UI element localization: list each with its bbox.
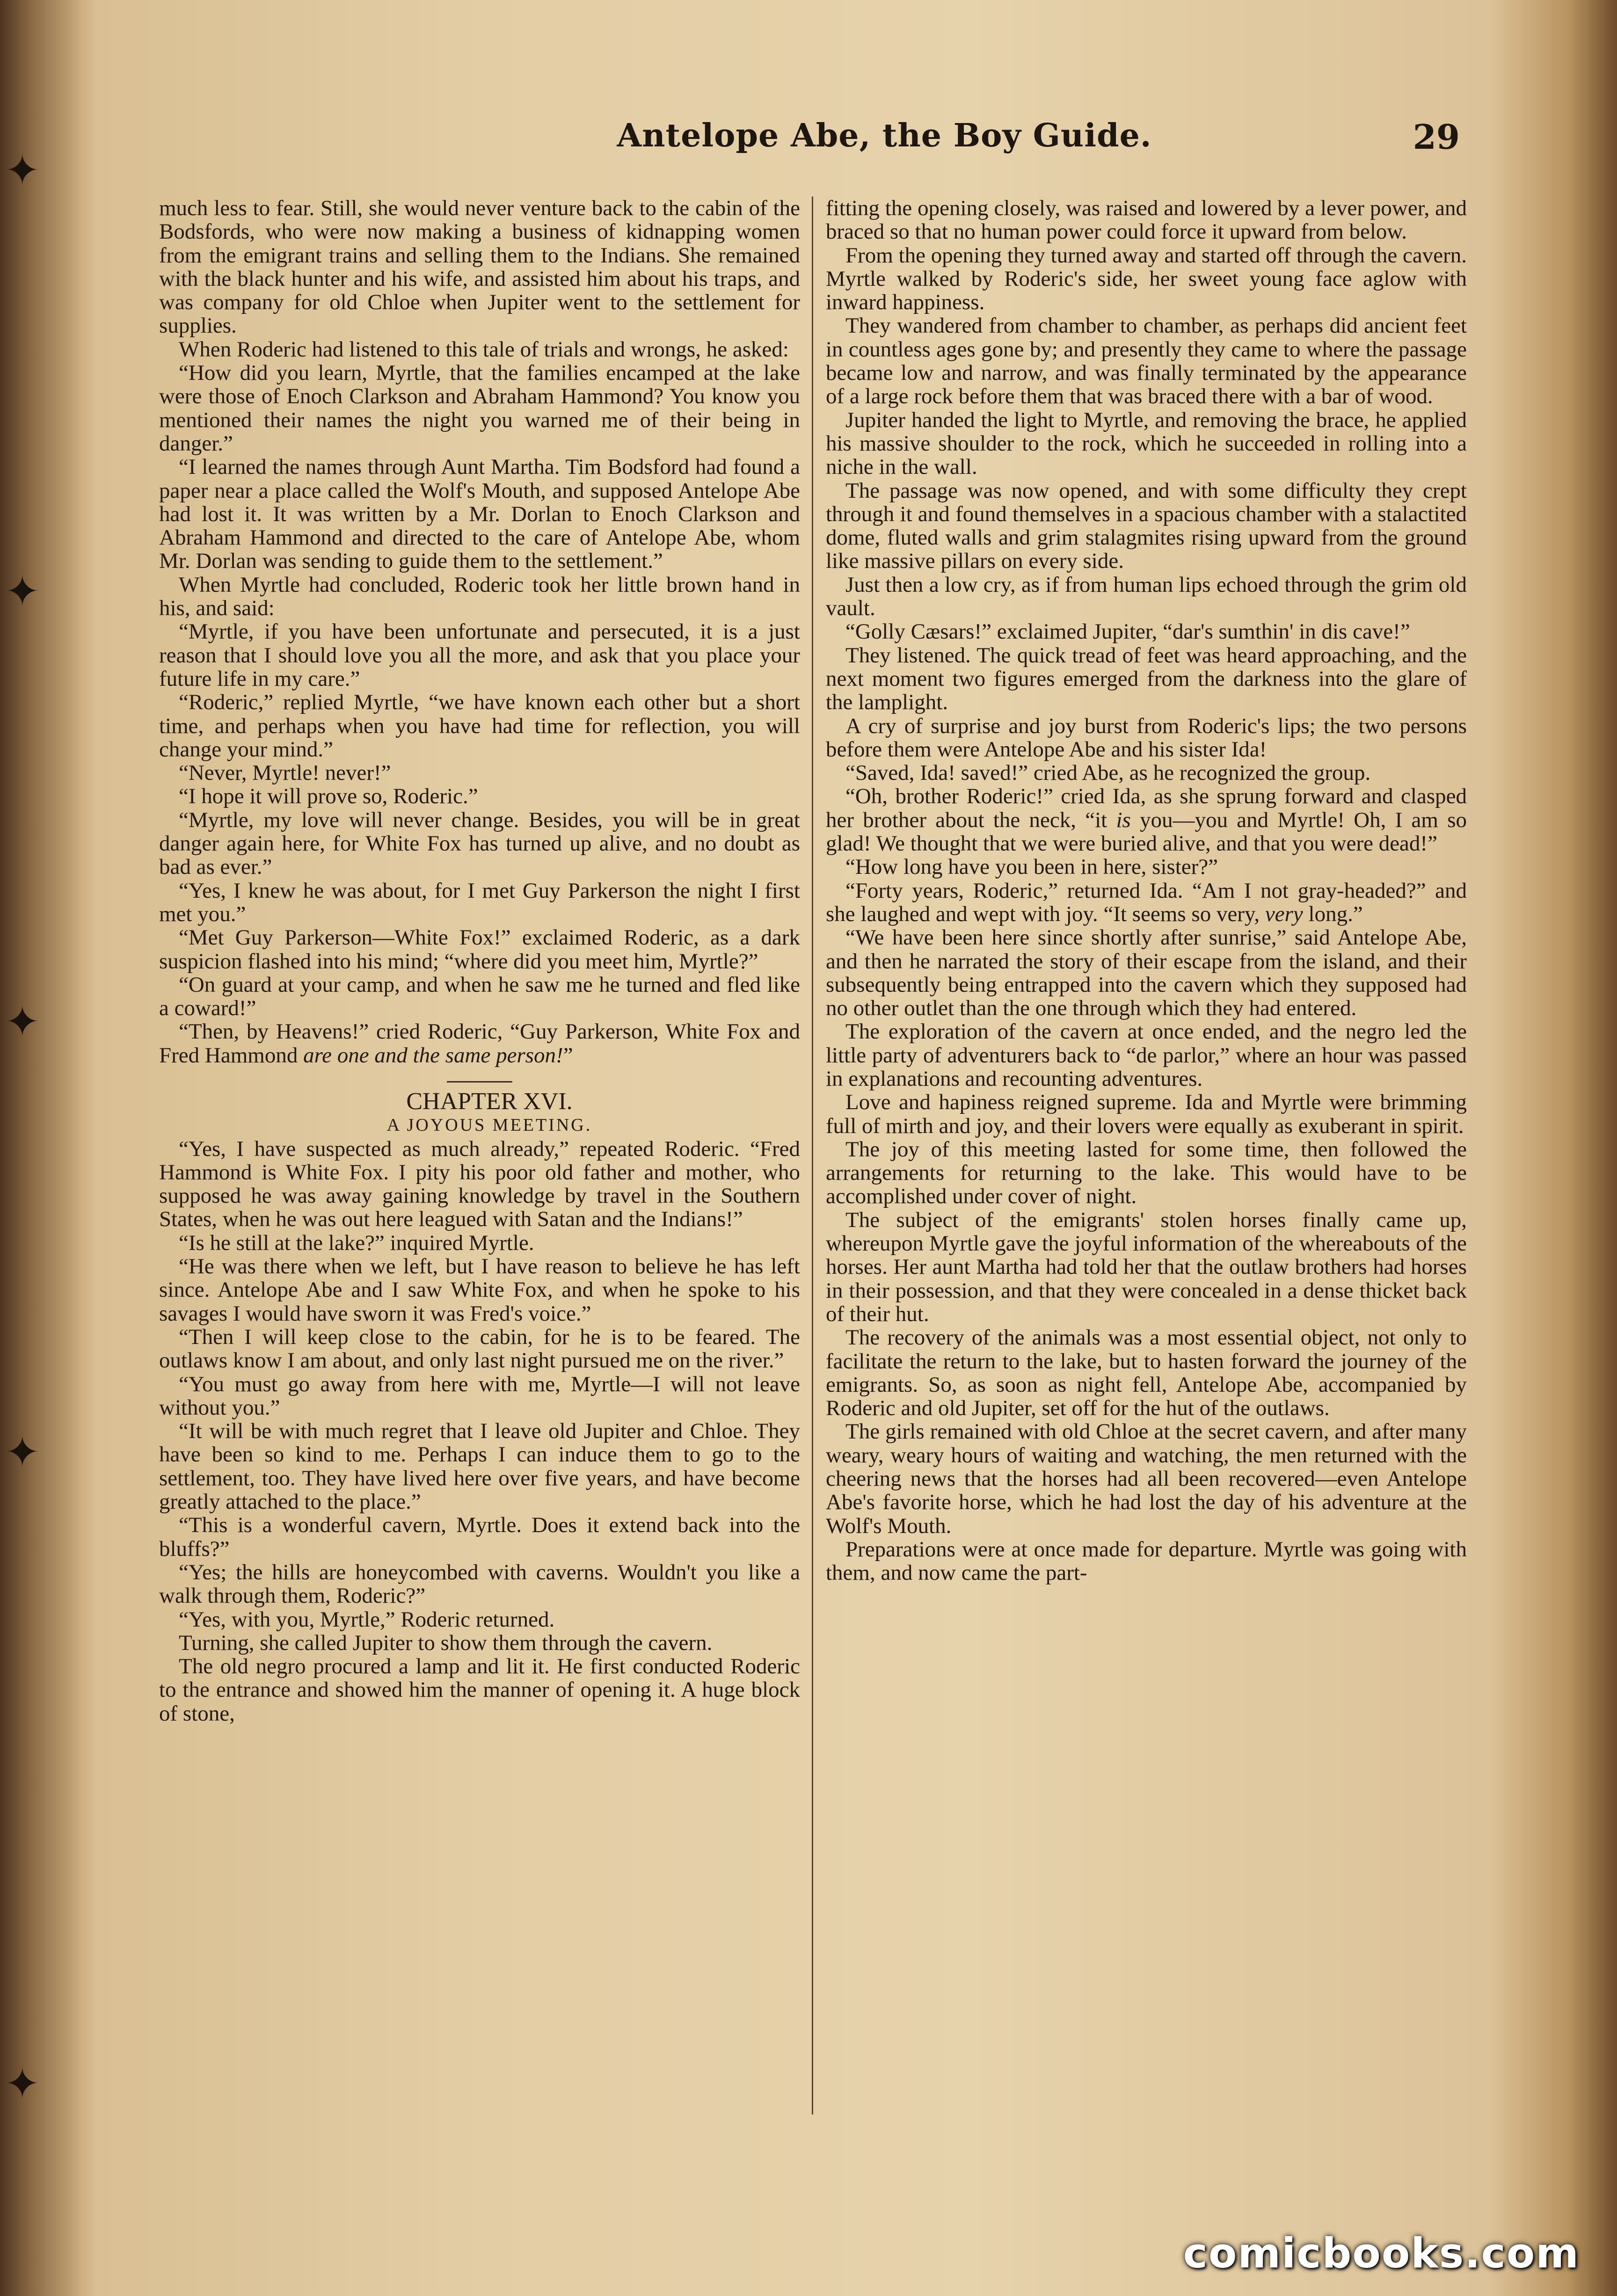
paragraph-text: “Oh, brother Roderic!” cried Ida, as she sprung forward and clasped her brother about the neck, “it [826,784,1467,832]
paragraph: “Met Guy Parkerson—White Fox!” exclaimed Roderic, as a dark suspicion flashed into his mind; “where did you meet him, Myrtle?” [159,925,800,974]
paragraph: “Golly Cæsars!” exclaimed Jupiter, “dar's sumthin' in dis cave!” [845,619,1410,644]
paragraph: The exploration of the cavern at once ended, and the negro led the little party of adventurers back to “de parlor,” where an hour was passed in explanations and recounting adventures. [826,1019,1467,1091]
paragraph: “Then I will keep close to the cabin, for he is to be feared. The outlaws know I am about, and only last night pursued me on the river.” [159,1324,800,1373]
chapter-title: CHAPTER XVI. [406,1088,573,1115]
paragraph: “Is he still at the lake?” inquired Myrtle. [179,1230,534,1255]
paragraph: “Never, Myrtle! never!” [179,761,391,785]
paragraph: “Yes, I have suspected as much already,” repeated Roderic. “Fred Hammond is White Fox. I pity his poor old father and mother, who supposed he was away gaining knowledge by travel in the Southern States, when he was out here leagued with Satan and the Indians!” [159,1136,800,1232]
source-watermark: comicbooks.com [1183,2229,1580,2277]
paragraph: Jupiter handed the light to Myrtle, and removing the brace, he applied his massive shoulder to the rock, which he succeeded in rolling into a niche in the wall. [826,407,1467,480]
paragraph: Just then a low cry, as if from human lips echoed through the grim old vault. [826,572,1467,621]
paragraph: From the opening they turned away and started off through the cavern. Myrtle walked by Roderic's side, her sweet young face aglow with inward happiness. [826,243,1467,315]
page-header [543,117,1460,168]
left-column [159,196,800,2129]
paragraph: When Roderic had listened to this tale of trials and wrongs, he asked: [179,337,789,362]
binding-stitch-icon: ✦ [5,567,40,616]
paragraph: much less to fear. Still, she would never venture back to the cabin of the Bodsfords, who were now making a business of kidnapping women from the emigrant trains and selling them to the Indians. She remained with the black hunter and his wife, and assisted him about his traps, and was company for old Chloe when Jupiter went to the settlement for supplies. [159,196,800,338]
paragraph-emphasis: very [1265,901,1303,926]
paragraph-text: you—you and Myrtle! Oh, I am so glad! We thought that we were buried alive, and that you were dead!” [826,807,1467,856]
paragraph-text: ” [563,1043,573,1068]
page-binding-edge [0,0,80,2296]
paragraph: The girls remained with old Chloe at the secret cavern, and after many weary, weary hours of waiting and watching, the men returned with the cheering news that the horses had all been recovered—even Antelope Abe's favorite horse, which he had lost the day of his adventure at the Wolf's Mouth. [826,1419,1467,1538]
paragraph: “On guard at your camp, and when he saw me he turned and fled like a coward!” [159,972,800,1021]
paragraph [159,1020,800,1067]
paragraph-emphasis: is [1116,807,1131,832]
paragraph: “Roderic,” replied Myrtle, “we have known each other but a short time, and perhaps when you have had time for reflection, you will change your mind.” [159,690,800,762]
page-number: 29 [1413,117,1460,157]
paragraph: “I learned the names through Aunt Martha. Tim Bodsford had found a paper near a place called the Wolf's Mouth, and supposed Antelope Abe had lost it. It was written by a Mr. Dorlan to Enoch Clarkson and Abraham Hammond and directed to the care of Antelope Abe, whom Mr. Dorlan was sending to guide them to the settlement.” [159,455,800,574]
paragraph: “Yes, I knew he was about, for I met Guy Parkerson the night I first met you.” [159,878,800,926]
chapter-subtitle: A JOYOUS MEETING. [386,1115,592,1135]
paragraph: “We have been here since shortly after sunrise,” said Antelope Abe, and then he narrated the story of their escape from the island, and their subsequently being entrapped into the cavern which they supposed had no other outlet than the one through which they had entered. [826,925,1467,1021]
paragraph: “You must go away from here with me, Myrtle—I will not leave without you.” [159,1372,800,1420]
binding-stitch-icon: ✦ [5,146,40,195]
paragraph: Turning, she called Jupiter to show them through the cavern. [179,1630,713,1655]
paragraph: A cry of surprise and joy burst from Roderic's lips; the two persons before them were Antelope Abe and his sister Ida! [826,713,1467,762]
paragraph: The passage was now opened, and with some difficulty they crept through it and found themselves in a spacious chamber with a stalactited dome, fluted walls and grim stalagmites rising upward from the ground like massive pillars on every side. [826,478,1467,574]
paragraph: The subject of the emigrants' stolen horses finally came up, whereupon Myrtle gave the joyful information of the whereabouts of the horses. Her aunt Martha had told her that the outlaw brothers had horses in their possession, and that they were concealed in a dense thicket back of their hut. [826,1207,1467,1326]
paragraph: “How did you learn, Myrtle, that the families encamped at the lake were those of Enoch Clarkson and Abraham Hammond? You know you mentioned their names the night you warned me of their being in danger.” [159,361,800,456]
binding-stitch-icon: ✦ [5,2059,40,2108]
paragraph: They wandered from chamber to chamber, as perhaps did ancient feet in countless ages gone by; and presently they came to where the passage became low and narrow, and was finally terminated by the appearance of a large rock before them that was braced there with a bar of wood. [826,313,1467,409]
paragraph: “Myrtle, my love will never change. Besides, you will be in great danger again here, for White Fox has turned up alive, and no doubt as bad as ever.” [159,807,800,879]
paragraph: The recovery of the animals was a most essential object, not only to facilitate the return to the lake, but to hasten forward the journey of the emigrants. So, as soon as night fell, Antelope Abe, accompanied by Roderic and old Jupiter, set off for the hut of the outlaws. [826,1325,1467,1421]
paragraph: The old negro procured a lamp and lit it. He first conducted Roderic to the entrance and showed him the manner of opening it. A huge block of stone, [159,1654,800,1726]
paragraph: “He was there when we left, but I have reason to believe he has left since. Antelope Abe and I saw White Fox, and when he spoke to his savages I would have sworn it was Fred's voice.” [159,1254,800,1326]
paragraph: “How long have you been in here, sister?” [845,855,1218,879]
paragraph: “Yes, with you, Myrtle,” Roderic returned. [179,1607,555,1632]
paragraph: “Saved, Ida! saved!” cried Abe, as he recognized the group. [845,761,1371,785]
paragraph-text: “Forty years, Roderic,” returned Ida. “Am I not gray-headed?” and she laughed and wept with joy. “It seems so very, [826,878,1467,926]
binding-stitch-icon: ✦ [5,997,40,1046]
paragraph [826,879,1467,926]
paragraph: They listened. The quick tread of feet was heard approaching, and the next moment two figures emerged from the darkness into the glare of the lamplight. [826,643,1467,715]
paragraph: Love and hapiness reigned supreme. Ida and Myrtle were brimming full of mirth and joy, and their lovers were equally as exuberant in spirit. [826,1090,1467,1138]
running-title: Antelope Abe, the Boy Guide. [617,117,1152,154]
paragraph: When Myrtle had concluded, Roderic took her little brown hand in his, and said: [159,572,800,621]
paragraph: “It will be with much regret that I leave old Jupiter and Chloe. They have been so kind to me. Perhaps I can induce them to go to the settlement, too. They have lived here over five years, and have become greatly attached to the place.” [159,1419,800,1514]
paragraph: “I hope it will prove so, Roderic.” [179,784,478,809]
paragraph: “Yes; the hills are honeycombed with caverns. Wouldn't you like a walk through them, Roderic?” [159,1560,800,1608]
binding-stitch-icon: ✦ [5,1428,40,1477]
paragraph-emphasis: are one and the same person! [303,1043,563,1068]
paragraph: “Myrtle, if you have been unfortunate and persecuted, it is a just reason that I should love you all the more, and ask that you place your future life in my care.” [159,619,800,691]
paragraph-text: “Then, by Heavens!” cried Roderic, “Guy Parkerson, White Fox and Fred Hammond [159,1019,800,1068]
paragraph: Preparations were at once made for departure. Myrtle was going with them, and now came the part- [826,1537,1467,1585]
paragraph [826,785,1467,855]
chapter-divider [447,1081,512,1083]
paragraph: The joy of this meeting lasted for some time, then followed the arrangements for returning to the lake. This would have to be accomplished under cover of night. [826,1137,1467,1209]
paragraph: “This is a wonderful cavern, Myrtle. Does it extend back into the bluffs?” [159,1513,800,1561]
paragraph: fitting the opening closely, was raised and lowered by a lever power, and braced so that no human power could force it upward from below. [826,196,1467,244]
paragraph-text: long.” [1303,901,1363,926]
column-rule [812,196,813,2114]
right-column [826,196,1467,2129]
